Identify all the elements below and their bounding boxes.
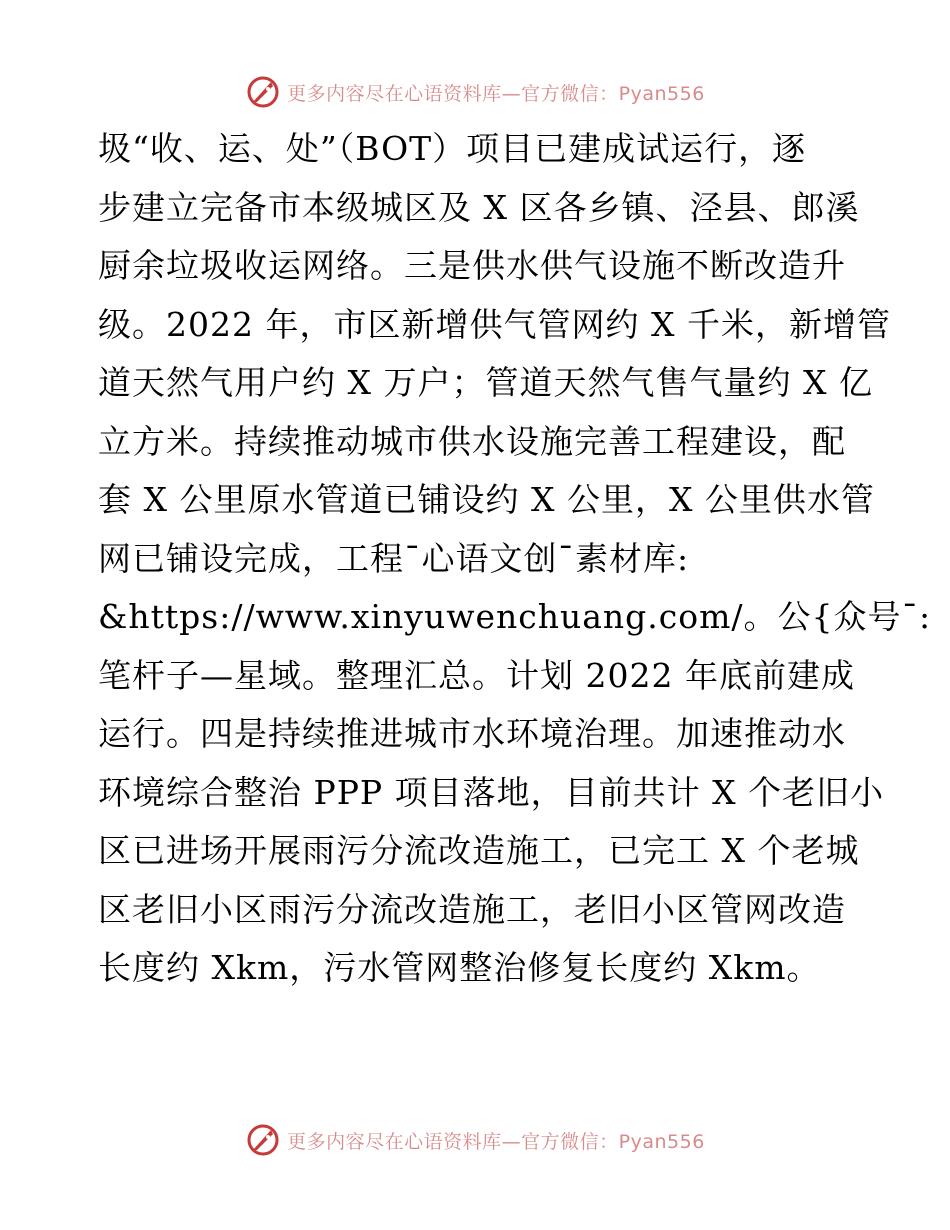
text-line: 套 X 公里原水管道已铺设约 X 公里，X 公里供水管 [98,480,875,519]
text-line: 区已进场开展雨污分流改造施工，已完工 X 个老城 [98,831,860,870]
text-line: 环境综合整治 PPP 项目落地，目前共计 X 个老旧小 [98,772,885,812]
text-line: 区老旧小区雨污分流改造施工，老旧小区管网改造 [98,889,846,929]
text-line: 圾“收、运、处”（BOT）项目已建成试运行，逐 [98,129,807,168]
text-line: 级。2022 年，市区新增供气管网约 X 千米，新增管 [98,304,891,344]
text-line: 道天然气用户约 X 万户；管道天然气售气量约 X 亿 [98,363,873,402]
text-line: 运行。四是持续推进城市水环境治理。加速推动水 [98,714,846,753]
header-watermark-text: 更多内容尽在心语资料库—官方微信：Pyan556 [287,82,705,105]
footer-watermark [0,1120,950,1160]
text-line: 厨余垃圾收运网络。三是供水供气设施不断改造升 [98,246,846,285]
quill-logo-icon [245,1122,281,1158]
text-line: 笔杆子—星域。整理汇总。计划 2022 年底前建成 [98,655,855,695]
header-watermark [0,72,950,112]
text-line: 长度约 Xkm，污水管网整治修复长度约 Xkm。 [98,948,821,987]
quill-logo-icon [245,74,281,110]
text-line: &https://www.xinyuwenchuang.com/。公{众号¯: [98,597,932,636]
document-body [98,120,932,998]
footer-watermark-text: 更多内容尽在心语资料库—官方微信：Pyan556 [287,1130,705,1153]
text-line: 立方米。持续推动城市供水设施完善工程建设，配 [98,421,846,461]
text-line: 网已铺设完成，工程¯心语文创¯素材库: [98,538,690,578]
text-line: 步建立完备市本级城区及 X 区各乡镇、泾县、郎溪 [98,187,860,227]
